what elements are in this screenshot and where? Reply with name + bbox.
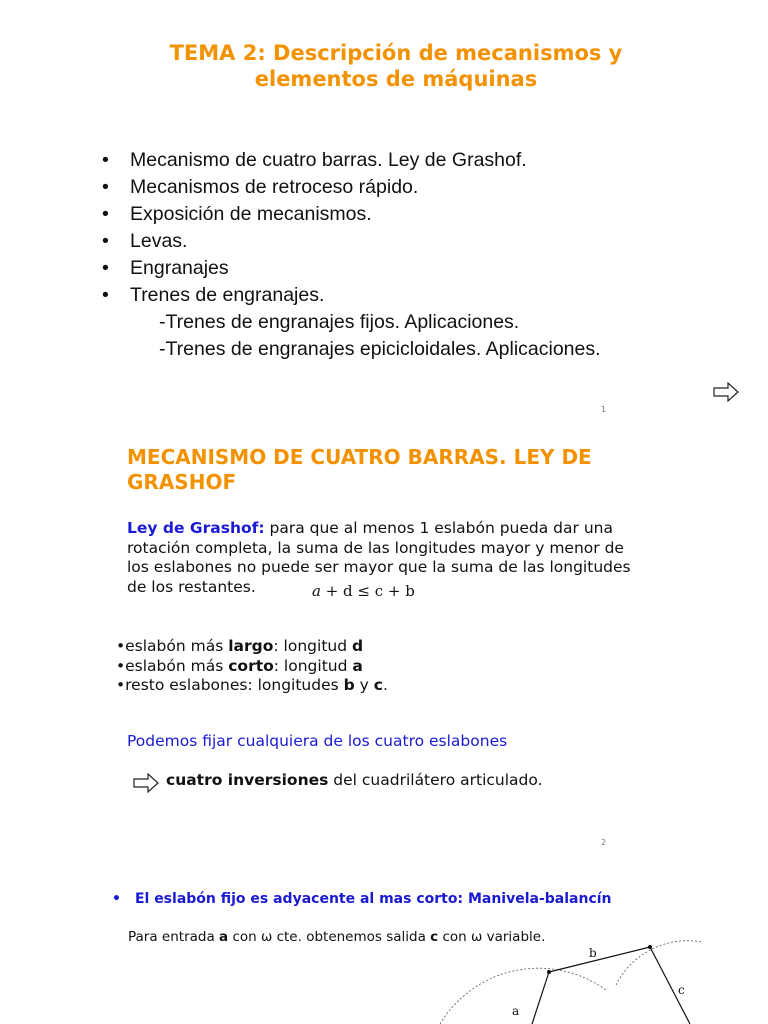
list-item: •eslabón más largo: longitud d	[116, 637, 364, 655]
page-number: 1	[601, 405, 607, 414]
slide3-heading: • El eslabón fijo es adyacente al mas corto: Manivela-balancín	[112, 891, 612, 907]
label-c: c	[678, 983, 685, 997]
slide2-heading-line2: GRASHOF	[127, 470, 237, 494]
law-label: Ley de Grashof:	[127, 519, 265, 537]
bullet-icon: •	[102, 230, 109, 252]
grashof-law-text: Ley de Grashof: para que al menos 1 eslabón pueda dar una rotación completa, la suma de las longitudes mayor y menor de los eslabones no puede ser mayor que la suma de las longitudes de los restantes.	[127, 519, 631, 596]
grashof-formula: a + d ≤ c + b	[312, 582, 415, 600]
subitem-epicyclic-trains: -Trenes de engranajes epicicloidales. Aplicaciones.	[159, 338, 601, 360]
list-item: • Engranajes	[102, 255, 527, 282]
fix-links-text: Podemos fijar cualquiera de los cuatro eslabones	[127, 732, 508, 750]
joint	[547, 970, 551, 974]
label-a: a	[512, 1004, 520, 1018]
list-item: •eslabón más corto: longitud a	[116, 656, 363, 675]
subitem-fixed-trains: -Trenes de engranajes fijos. Aplicaciones.	[159, 311, 520, 333]
list-item: • Mecanismos de retroceso rápido.	[102, 174, 527, 201]
list-item: • Levas.	[102, 228, 527, 255]
slide3-paragraph: Para entrada a con ω cte. obtenemos salida c con ω variable.	[128, 929, 546, 945]
label-b: b	[589, 946, 597, 960]
list-item: • Mecanismo de cuatro barras. Ley de Grashof.	[102, 147, 527, 174]
bullet-icon: •	[102, 149, 109, 171]
bullet-icon: •	[112, 891, 121, 907]
bullet-icon: •	[102, 284, 109, 306]
crank-circle	[440, 968, 606, 1024]
bullet-icon: •	[102, 176, 109, 198]
inversions-text: cuatro inversiones del cuadrilátero articulado.	[166, 771, 543, 789]
link-a	[532, 972, 549, 1024]
list-item: • Exposición de mecanismos.	[102, 201, 527, 228]
link-b	[549, 947, 650, 972]
slide2-heading-line1: MECANISMO DE CUATRO BARRAS. LEY DE	[127, 445, 592, 469]
list-item: •resto eslabones: longitudes b y c.	[116, 676, 388, 694]
list-item: • Trenes de engranajes.	[102, 282, 527, 309]
bullet-icon: •	[102, 203, 109, 225]
page-number: 2	[601, 838, 607, 847]
bullet-icon: •	[102, 257, 109, 279]
slide1-title-line2: elementos de máquinas	[254, 67, 538, 91]
slide1-title-line1: TEMA 2: Descripción de mecanismos y	[169, 41, 623, 65]
rocker-arc	[616, 941, 702, 985]
joint	[648, 945, 652, 949]
